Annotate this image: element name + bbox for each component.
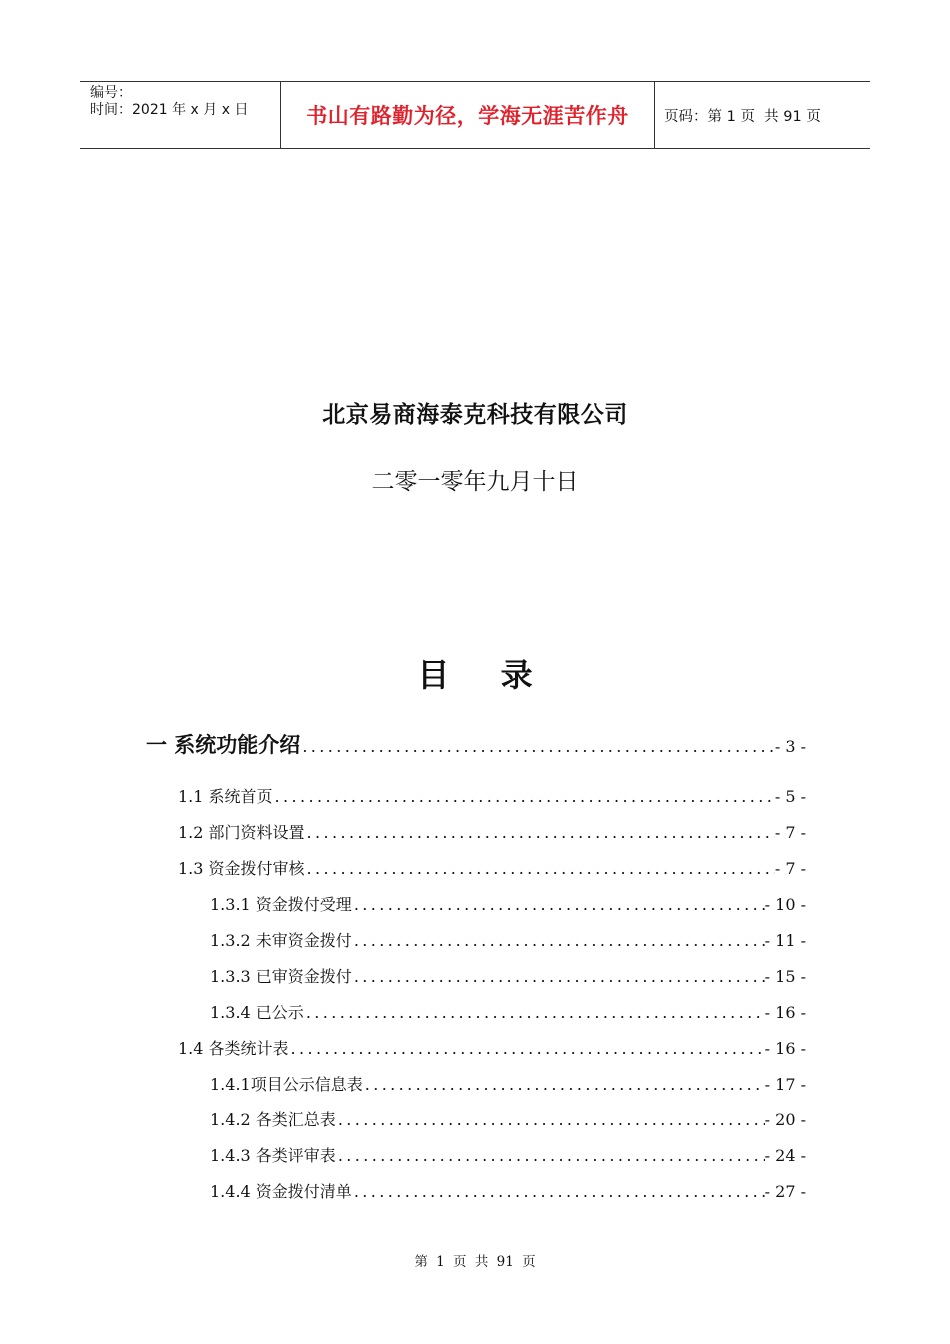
toc-entry[interactable] <box>210 964 806 987</box>
toc-entry[interactable] <box>146 729 806 759</box>
toc-entry-label: 1.3.3 已审资金拨付 <box>210 967 352 986</box>
toc-title: 目 录 <box>417 656 553 694</box>
toc-entry-label: 1.1 系统首页 <box>178 787 273 806</box>
toc-entry[interactable] <box>210 1107 806 1130</box>
toc-entry-label: 1.3.2 未审资金拨付 <box>210 931 352 950</box>
toc-leader-dots <box>275 787 775 806</box>
toc-leader-dots <box>338 1146 765 1165</box>
toc-leader-dots <box>354 1182 765 1201</box>
toc-entry[interactable] <box>210 892 806 915</box>
cover-date: 二零一零年九月十日 <box>371 469 579 495</box>
toc-entry[interactable] <box>178 820 806 843</box>
toc-entry[interactable] <box>210 1072 806 1095</box>
toc-entry-page: - 10 - <box>764 895 806 914</box>
toc-entry-page: - 16 - <box>764 1039 806 1058</box>
toc-entry-label: 1.3.4 已公示 <box>210 1003 304 1022</box>
toc-entry[interactable] <box>210 928 806 951</box>
toc-leader-dots <box>338 1110 765 1129</box>
header-page-info <box>655 82 870 148</box>
toc-entry-page: - 20 - <box>764 1110 806 1129</box>
toc-entry[interactable] <box>210 1179 806 1202</box>
toc-entry-label: 1.4.3 各类评审表 <box>210 1146 336 1165</box>
company-name: 北京易商海泰克科技有限公司 <box>322 402 628 428</box>
toc-entry-page: - 16 - <box>764 1003 806 1022</box>
toc-entry-label: 1.4 各类统计表 <box>178 1039 289 1058</box>
toc-leader-dots <box>354 931 765 950</box>
page-header <box>80 81 870 149</box>
toc-leader-dots <box>291 1039 765 1058</box>
toc-entry-page: - 7 - <box>774 823 806 842</box>
toc-leader-dots <box>354 967 765 986</box>
toc-entry-page: - 24 - <box>764 1146 806 1165</box>
toc-entry-label: 一 系统功能介绍 <box>146 733 301 757</box>
toc-leader-dots <box>307 859 775 878</box>
page-footer: 第 1 页 共 91 页 <box>414 1254 536 1270</box>
header-motto: 书山有路勤为径，学海无涯苦作舟 <box>281 82 655 148</box>
toc-leader-dots <box>307 823 775 842</box>
document-number-label: 编号： <box>90 85 132 101</box>
toc-entry[interactable] <box>178 1036 806 1059</box>
toc-entry-page: - 5 - <box>774 787 806 806</box>
toc-entry[interactable] <box>178 856 806 879</box>
toc-entry-label: 1.3 资金拨付审核 <box>178 859 305 878</box>
toc-leader-dots <box>365 1075 765 1094</box>
toc-entry-label: 1.4.2 各类汇总表 <box>210 1110 336 1129</box>
document-time-label: 时间：2021 年 x 月 x 日 <box>90 102 249 118</box>
toc-entry-page: - 7 - <box>774 859 806 878</box>
toc-entry[interactable] <box>210 1143 806 1166</box>
toc-leader-dots <box>306 1003 765 1022</box>
toc-entry-label: 1.4.4 资金拨付清单 <box>210 1182 352 1201</box>
toc-entry-page: - 3 - <box>774 737 806 756</box>
toc-entry-label: 1.2 部门资料设置 <box>178 823 305 842</box>
toc-entry[interactable] <box>178 784 806 807</box>
toc-entry-page: - 15 - <box>764 967 806 986</box>
toc-entry-label: 1.3.1 资金拨付受理 <box>210 895 352 914</box>
toc-entry-label: 1.4.1项目公示信息表 <box>210 1075 363 1094</box>
toc-entry-page: - 11 - <box>764 931 806 950</box>
toc-entry-page: - 27 - <box>764 1182 806 1201</box>
toc-entry[interactable] <box>210 1000 806 1023</box>
header-page-info-text: 页码：第 1 页 共 91 页 <box>664 108 821 125</box>
toc-leader-dots <box>354 895 765 914</box>
header-meta <box>80 82 281 148</box>
toc-leader-dots <box>302 737 775 756</box>
toc-entry-page: - 17 - <box>764 1075 806 1094</box>
